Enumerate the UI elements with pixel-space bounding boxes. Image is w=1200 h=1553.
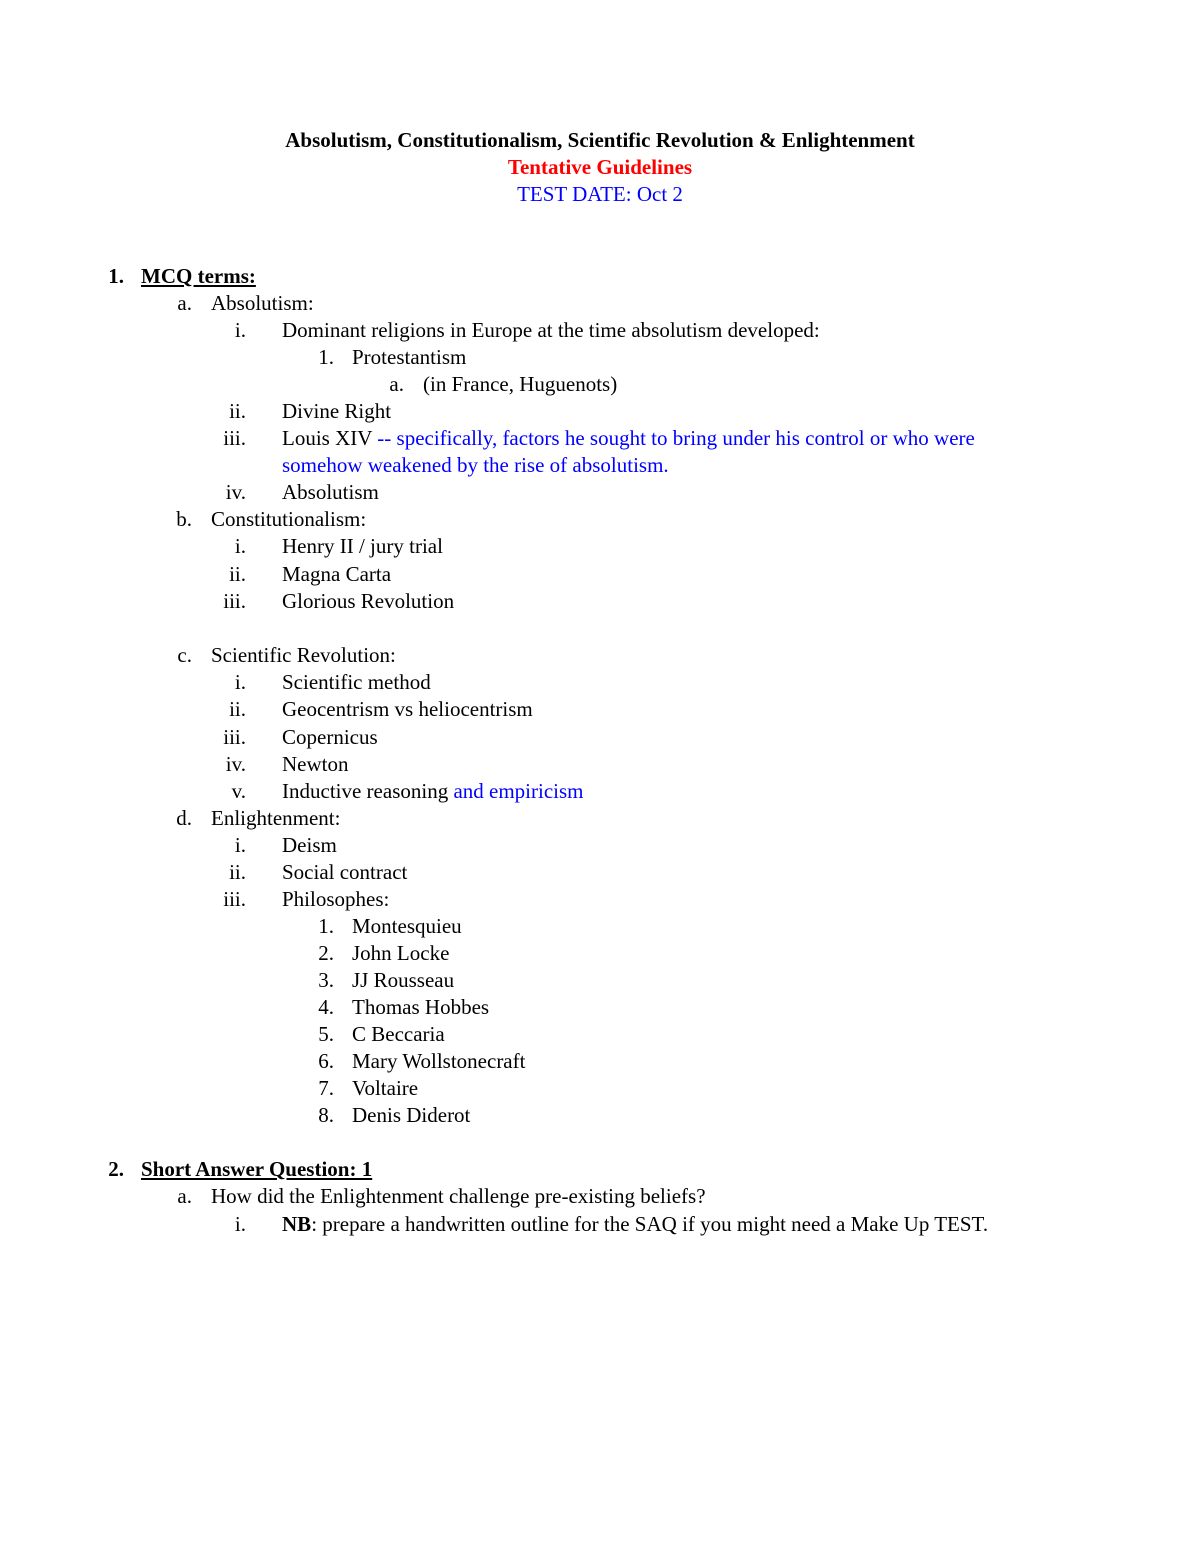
list-marker: 8. <box>318 1103 334 1127</box>
philosophe-name: Voltaire <box>352 1076 419 1100</box>
saq-note-text: : prepare a handwritten outline for the SAQ if you might need a Make Up TEST. <box>311 1212 989 1236</box>
nb-label: NB <box>282 1212 312 1236</box>
philosophe-name: Thomas Hobbes <box>352 995 490 1019</box>
list-marker: ii. <box>229 697 246 721</box>
list-marker: v. <box>231 779 246 803</box>
section-2-heading-line <box>0 1156 1200 1183</box>
list-item-text <box>282 778 584 805</box>
list-item <box>0 371 1200 398</box>
list-marker: 2. <box>318 941 334 965</box>
louis-xiv-note: -- specifically, factors he sought to bring under his control or who were <box>377 426 975 450</box>
subsection-constitutionalism-label: Constitutionalism: <box>211 507 367 531</box>
section-1-number: 1. <box>108 264 124 288</box>
philosophe-name: Montesquieu <box>352 914 462 938</box>
list-item <box>0 344 1200 371</box>
list-item-text: Newton <box>282 752 349 776</box>
list-marker: ii. <box>229 399 246 423</box>
document-title: Absolutism, Constitutionalism, Scientific Revolution & Enlightenment <box>285 128 915 152</box>
list-marker: a. <box>389 372 404 396</box>
test-date: TEST DATE: Oct 2 <box>517 182 683 206</box>
list-item-text: Social contract <box>282 860 408 884</box>
list-marker: b. <box>176 507 192 531</box>
list-item <box>0 290 1200 317</box>
list-item <box>0 533 1200 560</box>
list-item-text: Divine Right <box>282 399 392 423</box>
list-item <box>0 724 1200 751</box>
section-1-heading: MCQ terms: <box>141 264 256 288</box>
list-item <box>0 1183 1200 1210</box>
list-marker: iv. <box>225 480 246 504</box>
philosophe-name: JJ Rousseau <box>352 968 455 992</box>
louis-xiv-note-continued: somehow weakened by the rise of absolutism. <box>282 453 669 477</box>
list-item-text: Scientific method <box>282 670 431 694</box>
philosophe-name: Mary Wollstonecraft <box>352 1049 526 1073</box>
list-item <box>0 805 1200 832</box>
philosophe-name: C Beccaria <box>352 1022 445 1046</box>
list-item <box>0 859 1200 886</box>
list-item <box>0 425 1200 452</box>
list-marker: ii. <box>229 562 246 586</box>
empiricism-note: and empiricism <box>453 779 584 803</box>
list-marker: 4. <box>318 995 334 1019</box>
philosophe-item <box>0 1021 1200 1048</box>
philosophe-item <box>0 1048 1200 1075</box>
list-item-text <box>282 425 975 452</box>
louis-xiv-label: Louis XIV <box>282 426 378 450</box>
list-item <box>0 669 1200 696</box>
list-item-text: Deism <box>282 833 337 857</box>
document-subtitle: Tentative Guidelines <box>507 155 693 179</box>
philosophe-item <box>0 1102 1200 1129</box>
list-item-text: Philosophes: <box>282 887 390 911</box>
list-item-text: Dominant religions in Europe at the time absolutism developed: <box>282 318 820 342</box>
list-item-continuation <box>0 452 1200 479</box>
list-marker: iii. <box>223 725 246 749</box>
section-1-heading-line <box>0 263 1200 290</box>
list-marker: 3. <box>318 968 334 992</box>
list-marker: iii. <box>223 887 246 911</box>
subsection-absolutism-label: Absolutism: <box>211 291 314 315</box>
saq-question: How did the Enlightenment challenge pre-existing beliefs? <box>211 1184 706 1208</box>
list-item-text: (in France, Huguenots) <box>423 372 618 396</box>
philosophe-item <box>0 994 1200 1021</box>
philosophe-item <box>0 967 1200 994</box>
list-marker: a. <box>177 1184 192 1208</box>
list-marker: 1. <box>318 914 334 938</box>
document-header <box>0 127 1200 208</box>
list-item <box>0 886 1200 913</box>
philosophe-name: Denis Diderot <box>352 1103 471 1127</box>
section-2-heading: Short Answer Question: 1 <box>141 1157 373 1181</box>
list-item-text: Geocentrism vs heliocentrism <box>282 697 533 721</box>
list-item <box>0 561 1200 588</box>
list-item <box>0 479 1200 506</box>
list-marker: c. <box>177 643 192 667</box>
list-item-text: Absolutism <box>282 480 379 504</box>
list-marker: 1. <box>318 345 334 369</box>
subsection-scientific-revolution-label: Scientific Revolution: <box>211 643 396 667</box>
list-item <box>0 751 1200 778</box>
list-item-text: Copernicus <box>282 725 378 749</box>
list-marker: iv. <box>225 752 246 776</box>
list-marker: i. <box>234 833 246 857</box>
list-item-text: Glorious Revolution <box>282 589 455 613</box>
list-marker: d. <box>176 806 192 830</box>
list-item-text: Magna Carta <box>282 562 392 586</box>
list-marker: iii. <box>223 589 246 613</box>
list-item <box>0 778 1200 805</box>
list-marker: i. <box>234 534 246 558</box>
philosophe-item <box>0 1075 1200 1102</box>
list-item <box>0 642 1200 669</box>
list-item <box>0 696 1200 723</box>
list-item <box>0 506 1200 533</box>
list-marker: 6. <box>318 1049 334 1073</box>
list-marker: ii. <box>229 860 246 884</box>
philosophe-item <box>0 913 1200 940</box>
list-item <box>0 317 1200 344</box>
list-item-text: Henry II / jury trial <box>282 534 443 558</box>
list-marker: iii. <box>223 426 246 450</box>
philosophe-name: John Locke <box>352 941 450 965</box>
inductive-reasoning-label: Inductive reasoning <box>282 779 454 803</box>
saq-note <box>282 1211 988 1238</box>
list-item-text: Protestantism <box>352 345 467 369</box>
list-item <box>0 398 1200 425</box>
list-item <box>0 832 1200 859</box>
subsection-enlightenment-label: Enlightenment: <box>211 806 341 830</box>
list-marker: 7. <box>318 1076 334 1100</box>
list-item <box>0 588 1200 615</box>
list-marker: i. <box>234 1212 246 1236</box>
philosophe-item <box>0 940 1200 967</box>
list-marker: i. <box>234 670 246 694</box>
section-2-number: 2. <box>108 1157 124 1181</box>
list-marker: i. <box>234 318 246 342</box>
list-marker: 5. <box>318 1022 334 1046</box>
list-marker: a. <box>177 291 192 315</box>
list-item <box>0 1211 1200 1238</box>
